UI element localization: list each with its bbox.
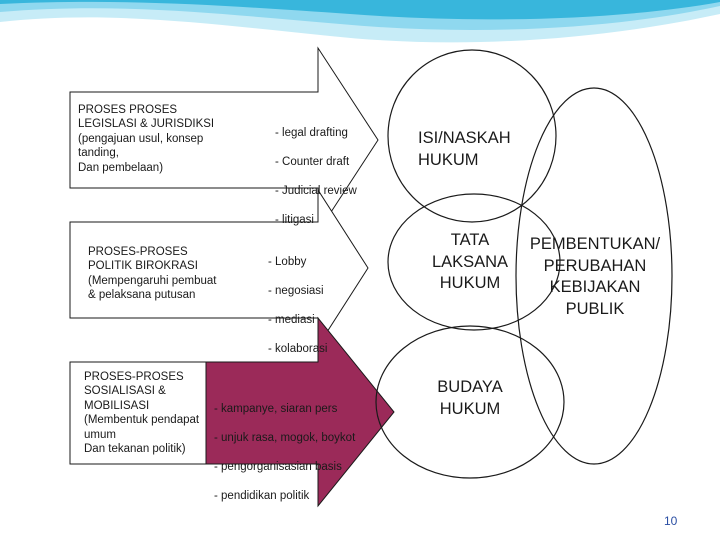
list-item: - unjuk rasa, mogok, boykot	[214, 432, 356, 445]
list-item: - Lobby	[268, 256, 307, 269]
list-item: - negosiasi	[268, 285, 324, 298]
legal-culture-label: BUDAYA HUKUM	[437, 378, 503, 418]
socialization-process-label: PROSES-PROSES SOSIALISASI & MOBILISASI (Membentuk pendapat umum Dan tekanan politik)	[84, 371, 200, 456]
list-item: - litigasi	[275, 213, 314, 226]
public-policy-label: PEMBENTUKAN/ PERUBAHAN KEBIJAKAN PUBLIK	[529, 235, 661, 318]
list-item: - mediasi	[268, 314, 315, 327]
header-wave-decoration	[0, 0, 720, 42]
bureaucracy-activity-list	[268, 241, 358, 371]
legal-implementation-label: TATA LAKSANA HUKUM	[431, 231, 509, 292]
legal-content-label: ISI/NASKAH HUKUM	[418, 129, 511, 169]
bureaucracy-process-label: PROSES-PROSES POLITIK BIROKRASI (Mempengaruhi pembuat & pelaksana putusan	[88, 246, 217, 302]
list-item: - pengorganisasian basis	[214, 461, 342, 474]
page-number: 10	[664, 514, 678, 528]
legislation-activity-list	[275, 112, 375, 242]
socialization-activity-list	[214, 388, 374, 518]
list-item: - kolaborasi	[268, 342, 328, 355]
legislation-process-label: PROSES PROSES LEGISLASI & JURISDIKSI (pengajuan usul, konsep tanding, Dan pembelaan)	[78, 104, 215, 174]
list-item: - pendidikan politik	[214, 489, 310, 502]
list-item: - legal drafting	[275, 127, 348, 140]
list-item: - Counter draft	[275, 156, 350, 169]
list-item: - kampanye, siaran pers	[214, 403, 338, 416]
list-item: - Judicial review	[275, 185, 357, 198]
